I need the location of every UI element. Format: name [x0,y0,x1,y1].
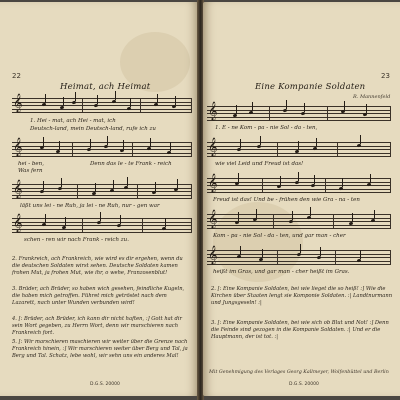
treble-clef-icon: 𝄞 [208,137,218,156]
lyric-line: Deutsch-land, mein Deutsch-land, rufe ich zu [30,126,156,132]
lyric-line: Freud ist das! Und be - frühen den wie Gra - na - ten [213,197,360,203]
lyric-line: Was fern [18,168,43,174]
page-footer: D.G.S. 20000 [289,382,319,387]
music-staff [12,93,192,112]
verse-2: 2. [: Eine Kompanie Soldaten, bei wie lieget die so heiß! :] Wie die Kirchen über Staaten lengt sie Komponie Soldaten. :| Landtnurmann und Jungsgeseln! :| [211,286,393,307]
treble-clef-icon: 𝄞 [13,93,23,112]
verse-4: 4. [: Brüder, ach Brüder, ich kann dir nicht haften, :] Gott hat dir sein Wort gegeben, zu Herrn Wort, denn wir marschieren nach Frankreich fort. [12,316,182,337]
right-page [203,2,400,396]
lyric-line: wie viel Leid und Freud ist das! [215,161,304,167]
music-staff [207,101,391,120]
treble-clef-icon: 𝄞 [13,213,23,232]
treble-clef-icon: 𝄞 [208,173,218,192]
verse-3: 3. [: Eine Kompanie Soldaten, bei wie sich ob Blut und Not! :] Denn die Feinde sind gezogen in die Kompanie Soldaten. :| Und er die Hauptmann, der ist tot. :| [211,320,389,341]
lyric-line: Kom - pa - nie Sol - da - ten, und gar man - cher [213,233,346,239]
music-staff [207,137,391,156]
treble-clef-icon: 𝄞 [13,179,23,198]
lyric-line: schen - ren wir nach Frank - reich zu. [24,237,129,243]
composer-credit: R. Mannenfeld [353,94,391,100]
lyric-line: hei - ben, [18,161,44,167]
treble-clef-icon: 𝄞 [13,137,23,156]
music-staff [207,209,391,228]
verse-2: 2. Frankreich, ach Frankreich, wie wird es dir ergehen, wenn du die deutschen Soldaten wirst sehen. Deutsche Soldaten kamen frohen Mut, ja frohen Mut, wie ihr, o wehe, Franzosenblut! [12,256,183,277]
lyric-line: 1. E - ne Kom - pa - nie Sol - da - ten, [215,125,318,131]
music-staff [12,213,192,232]
music-staff [12,179,192,198]
music-staff [12,137,192,156]
treble-clef-icon: 𝄞 [208,101,218,120]
song-title: Heimat, ach Heimat [60,82,151,92]
verse-3: 3. Brüder, ach Brüder, so haben wich gesehen, feindliche Kugeln, die haben mich getroffen. Führet mich getröstet nach dem Lazarett, nach unter Wunden verbunden wird! [12,286,185,307]
lyric-line: 1. Hei - mat, ach Hei - mat, ich [30,118,116,124]
lyric-line: heißt im Gras, und gar man - cher heißt im Gras. [213,269,350,275]
music-staff [207,245,391,264]
page-footer: D.G.S. 20000 [90,382,120,387]
page-number: 23 [381,72,390,80]
lyric-line: Denn das le - te Frank - reich [90,161,172,167]
treble-clef-icon: 𝄞 [208,245,218,264]
song-title: Eine Kompanie Soldaten [255,82,366,92]
publisher-credit: Mit Genehmigung des Verlages Georg Kallmeyer, Wolfenbüttel und Berlin [209,370,389,375]
music-staff [207,173,391,192]
treble-clef-icon: 𝄞 [208,209,218,228]
page-number: 22 [12,72,21,80]
verse-5: 5. [: Wir marschieren maschieren wir weiter über die Grenze nach Frankreich hinein, :] Wir marschieren weiter über Berg und Tal, ja Berg und Tal. Schatz, lebe wohl, wir sehn uns ein anderes Mal! [12,339,188,360]
lyric-line: läßt uns lei - ne Ruh, ja lei - ne Ruh, nur - gen war [20,203,160,209]
left-page [0,2,198,396]
